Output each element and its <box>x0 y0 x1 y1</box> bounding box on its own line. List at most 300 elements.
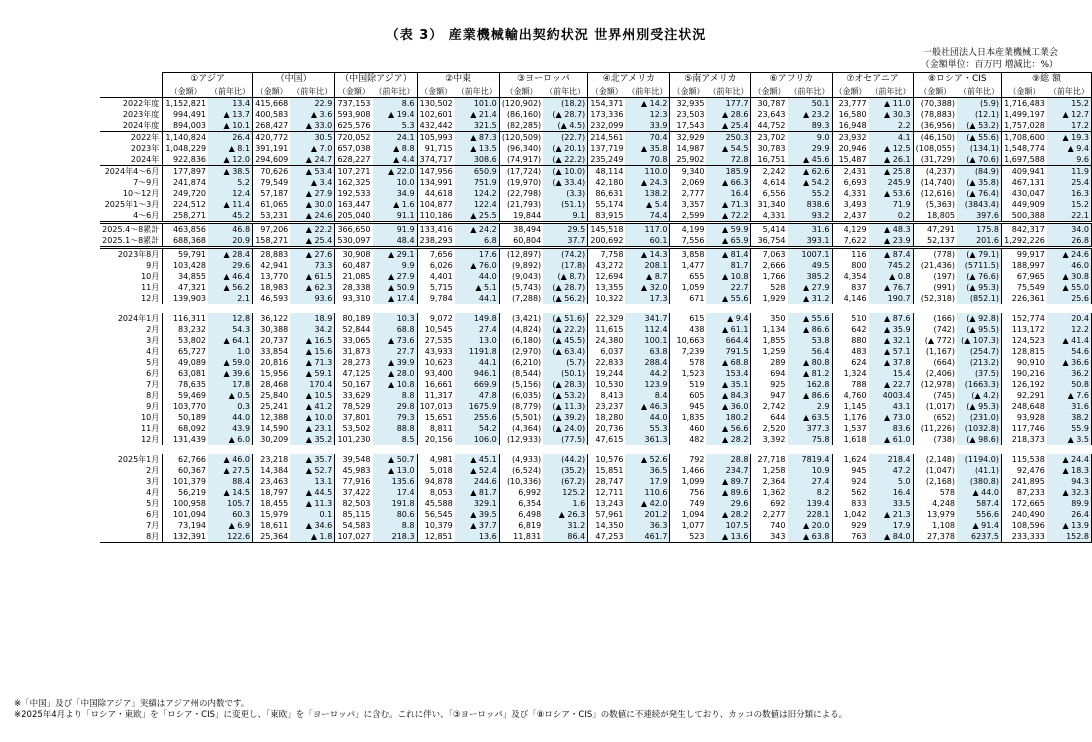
amount-cell: (6,524) <box>499 465 543 476</box>
ratio-cell: ▲ 28.2 <box>706 434 751 445</box>
amount-cell: 924 <box>832 476 869 487</box>
amount-cell: 23,503 <box>670 109 707 120</box>
row-label: 2024年度 <box>122 121 160 130</box>
ratio-cell: ▲ 30.0 <box>290 199 335 210</box>
region-header: ①アジア <box>163 73 253 87</box>
ratio-cell: 125.2 <box>543 487 588 498</box>
amount-cell: 12,388 <box>253 412 291 423</box>
amount-cell: 9,072 <box>417 313 455 324</box>
ratio-cell: (▲ 107.3) <box>957 335 1002 346</box>
amount-cell: 1,134 <box>751 324 788 335</box>
ratio-cell: 180.2 <box>706 412 751 423</box>
amount-cell: 13,770 <box>253 271 291 282</box>
amount-cell: 1,258 <box>751 465 788 476</box>
amount-cell: 139,903 <box>163 293 208 304</box>
amount-cell: (9,043) <box>499 271 543 282</box>
ratio-cell: ▲ 24.7 <box>290 154 335 166</box>
amount-cell: 115,538 <box>1002 454 1047 465</box>
ratio-cell: 54.2 <box>455 423 500 434</box>
ratio-cell: 17.8 <box>208 379 253 390</box>
ratio-cell: (▲ 28.7) <box>543 282 588 293</box>
amount-cell: 23,218 <box>253 454 291 465</box>
spacer-cell <box>100 445 1092 454</box>
ratio-cell: ▲ 13.5 <box>455 143 500 154</box>
ratio-cell: ▲ 24.2 <box>455 223 500 236</box>
ratio-subheader: （前年比） <box>625 86 670 98</box>
ratio-cell: 31.6 <box>1047 401 1092 412</box>
amount-cell: 117,746 <box>1002 423 1047 434</box>
ratio-cell: 587.4 <box>957 498 1002 509</box>
ratio-cell: ▲ 30.8 <box>1047 271 1092 282</box>
ratio-cell: ▲ 36.0 <box>706 401 751 412</box>
ratio-cell: 94.3 <box>1047 476 1092 487</box>
amount-cell: 692 <box>751 498 788 509</box>
amount-cell: 837 <box>832 282 869 293</box>
amount-cell: 409,941 <box>1002 166 1047 178</box>
amount-cell: 147,956 <box>417 166 455 178</box>
ratio-cell: 191.8 <box>373 498 418 509</box>
amount-cell: 8,811 <box>417 423 455 434</box>
amount-cell: 720,052 <box>335 132 373 144</box>
table-row <box>100 199 1092 210</box>
ratio-cell: 12.8 <box>208 313 253 324</box>
amount-cell: (46,150) <box>913 132 957 144</box>
ratio-cell: 377.3 <box>788 423 833 434</box>
ratio-cell: 24.1 <box>373 132 418 144</box>
ratio-cell: ▲ 5.1 <box>455 282 500 293</box>
ratio-cell: 8.8 <box>373 520 418 531</box>
amount-cell: 628,227 <box>335 154 373 166</box>
ratio-cell: ▲ 64.1 <box>208 335 253 346</box>
amount-cell: 28,338 <box>335 282 373 293</box>
amount-cell: 4,614 <box>751 177 788 188</box>
amount-cell: (14,740) <box>913 177 957 188</box>
amount-cell: 23,932 <box>832 132 869 144</box>
ratio-cell: 53.8 <box>788 335 833 346</box>
ratio-cell: 37.7 <box>543 235 588 248</box>
spacer-row <box>100 304 1092 313</box>
ratio-cell: 8.6 <box>373 98 418 110</box>
table-row <box>100 188 1092 199</box>
table-title: （表 3） 産業機械輸出契約状況 世界州別受注状況 <box>385 28 707 43</box>
ratio-cell: 11.9 <box>1047 166 1092 178</box>
amount-cell: 57,961 <box>588 509 626 520</box>
amount-cell: 14,590 <box>253 423 291 434</box>
amount-cell: 925 <box>751 379 788 390</box>
ratio-cell: 12.2 <box>1047 324 1092 335</box>
ratio-cell: 49.5 <box>788 260 833 271</box>
amount-cell: 12,694 <box>588 271 626 282</box>
ratio-cell: ▲ 39.6 <box>208 368 253 379</box>
amount-cell: 47,321 <box>163 282 208 293</box>
region-header: ③ヨーロッパ <box>499 73 587 87</box>
amount-cell: (11,226) <box>913 423 957 434</box>
ratio-cell: 6.8 <box>455 235 500 248</box>
amount-cell: 833 <box>832 498 869 509</box>
ratio-cell: ▲ 65.9 <box>706 235 751 248</box>
amount-cell: 52,844 <box>335 324 373 335</box>
ratio-cell: (▲ 53.2) <box>957 120 1002 132</box>
amount-cell: 45,588 <box>417 498 455 509</box>
amount-cell: 68,092 <box>163 423 208 434</box>
amount-cell: 113,172 <box>1002 324 1047 335</box>
amount-cell: 4,354 <box>832 271 869 282</box>
amount-cell: 7,656 <box>417 248 455 261</box>
ratio-cell: ▲ 3.5 <box>1047 434 1092 445</box>
amount-cell: 52,137 <box>913 235 957 248</box>
ratio-cell: ▲ 38.5 <box>208 166 253 178</box>
amount-cell: 14,350 <box>588 520 626 531</box>
amount-cell: 7,556 <box>670 235 707 248</box>
amount-cell: 23,643 <box>751 109 788 120</box>
amount-cell: 54,583 <box>335 520 373 531</box>
amount-cell: 23,463 <box>253 476 291 487</box>
ratio-cell: ▲ 8.1 <box>208 143 253 154</box>
amount-cell: 15,956 <box>253 368 291 379</box>
ratio-cell: 201.2 <box>625 509 670 520</box>
ratio-cell: ▲ 84.0 <box>869 531 914 543</box>
ratio-cell: ▲ 35.9 <box>869 324 914 335</box>
amount-cell: 14,987 <box>670 143 707 154</box>
ratio-cell: 47.2 <box>869 465 914 476</box>
amount-cell: 107,271 <box>335 166 373 178</box>
amount-cell: 5,715 <box>417 282 455 293</box>
ratio-cell: ▲ 7.0 <box>290 143 335 154</box>
ratio-cell: ▲ 59.1 <box>290 368 335 379</box>
table-row <box>100 476 1092 487</box>
amount-cell: 11,615 <box>588 324 626 335</box>
amount-cell: 350 <box>751 313 788 324</box>
ratio-cell: (▲ 11.3) <box>543 401 588 412</box>
ratio-cell: ▲ 20.0 <box>788 520 833 531</box>
ratio-cell: ▲ 35.8 <box>625 143 670 154</box>
amount-cell: 22,329 <box>588 313 626 324</box>
amount-cell: 92,476 <box>1002 465 1047 476</box>
amount-cell: 134,991 <box>417 177 455 188</box>
amount-cell: 1,059 <box>670 282 707 293</box>
amount-cell: 55,174 <box>588 199 626 210</box>
amount-cell: 562 <box>832 487 869 498</box>
amount-cell: (74,917) <box>499 154 543 166</box>
amount-cell: 4,331 <box>832 188 869 199</box>
ratio-cell: 50.1 <box>788 98 833 110</box>
amount-cell: 102,601 <box>417 109 455 120</box>
ratio-cell: 36.2 <box>1047 368 1092 379</box>
amount-cell: 25,364 <box>253 531 291 543</box>
amount-cell: 671 <box>670 293 707 304</box>
unit-note: （金額単位：百万円 増減比：%） <box>920 60 1058 70</box>
amount-cell: 158,271 <box>253 235 291 248</box>
ratio-cell: 74.4 <box>625 210 670 223</box>
amount-cell: 46,593 <box>253 293 291 304</box>
ratio-cell: ▲ 62.3 <box>290 282 335 293</box>
ratio-cell: ▲ 73.6 <box>373 335 418 346</box>
ratio-cell: 10.0 <box>373 177 418 188</box>
amount-cell: 27,378 <box>913 531 957 543</box>
ratio-cell: 46.8 <box>208 223 253 236</box>
ratio-cell: ▲ 91.4 <box>957 520 1002 531</box>
ratio-cell: (3.3) <box>543 188 588 199</box>
amount-cell: 1,145 <box>832 401 869 412</box>
amount-cell: 218,373 <box>1002 434 1047 445</box>
ratio-cell: ▲ 33.0 <box>290 120 335 132</box>
ratio-cell: ▲ 13.7 <box>208 109 253 120</box>
ratio-cell: 9.0 <box>788 132 833 144</box>
amount-cell: 23,702 <box>751 132 788 144</box>
amount-cell: 30,209 <box>253 434 291 445</box>
amount-cell: 1,624 <box>832 454 869 465</box>
amount-cell: 800 <box>832 260 869 271</box>
amount-cell: 1,697,588 <box>1002 154 1047 166</box>
ratio-cell: ▲ 80.8 <box>788 357 833 368</box>
amount-cell: 33,065 <box>335 335 373 346</box>
ratio-cell: ▲ 39.5 <box>455 509 500 520</box>
ratio-cell: ▲ 55.6 <box>706 293 751 304</box>
ratio-cell: 245.9 <box>869 177 914 188</box>
row-label: 2022年 <box>100 132 163 144</box>
row-label: 2023年8月 <box>100 248 163 261</box>
ratio-cell: 8.5 <box>373 434 418 445</box>
table-row <box>100 223 1092 236</box>
ratio-cell: ▲ 24.6 <box>1047 248 1092 261</box>
amount-cell: (12,616) <box>913 188 957 199</box>
amount-cell: 28,273 <box>335 357 373 368</box>
row-label: 10月 <box>141 413 160 422</box>
amount-cell: 241,895 <box>1002 476 1047 487</box>
amount-cell: 59,469 <box>163 390 208 401</box>
amount-cell: (5,501) <box>499 412 543 423</box>
ratio-cell: (▲ 28.7) <box>543 109 588 120</box>
ratio-cell: 0.2 <box>869 210 914 223</box>
ratio-cell: 244.6 <box>455 476 500 487</box>
amount-cell: 132,391 <box>163 531 208 543</box>
ratio-cell: (44.2) <box>543 454 588 465</box>
ratio-cell: (134.1) <box>957 143 1002 154</box>
table-row <box>100 132 1092 144</box>
amount-cell: 77,916 <box>335 476 373 487</box>
ratio-cell: ▲ 62.6 <box>788 166 833 178</box>
amount-cell: 400,583 <box>253 109 291 120</box>
amount-cell: (21,793) <box>499 199 543 210</box>
amount-cell: 2,777 <box>670 188 707 199</box>
ratio-cell: ▲ 11.3 <box>290 498 335 509</box>
ratio-cell: ▲ 19.3 <box>1047 132 1092 144</box>
amount-cell: 922,836 <box>163 154 208 166</box>
region-header: （中国） <box>253 73 335 87</box>
amount-cell: 792 <box>670 454 707 465</box>
amount-cell: 3,858 <box>670 248 707 261</box>
amount-cell: 2,277 <box>751 509 788 520</box>
table-row <box>100 120 1092 132</box>
amount-cell: 20,816 <box>253 357 291 368</box>
amount-cell: 6,819 <box>499 520 543 531</box>
ratio-cell: 89.3 <box>788 120 833 132</box>
ratio-cell: 385.2 <box>788 271 833 282</box>
row-label: 2023年度 <box>122 110 160 119</box>
ratio-cell: (▲ 20.1) <box>543 143 588 154</box>
amount-cell: 172,665 <box>1002 498 1047 509</box>
ratio-cell: ▲ 61.5 <box>290 271 335 282</box>
ratio-cell: ▲ 10.1 <box>208 120 253 132</box>
ratio-cell: ▲ 44.0 <box>957 487 1002 498</box>
ratio-cell: 22.7 <box>706 282 751 293</box>
ratio-subheader: （前年比） <box>455 86 500 98</box>
ratio-cell: 2.2 <box>869 120 914 132</box>
amount-cell: 19,244 <box>588 368 626 379</box>
amount-cell: 232,099 <box>588 120 626 132</box>
ratio-cell: 25.4 <box>1047 177 1092 188</box>
amount-cell: (82,285) <box>499 120 543 132</box>
amount-cell: 67,965 <box>1002 271 1047 282</box>
ratio-cell: (5.9) <box>957 98 1002 110</box>
ratio-cell: ▲ 22.2 <box>290 223 335 236</box>
amount-cell: (6,210) <box>499 357 543 368</box>
amount-cell: 192,533 <box>335 188 373 199</box>
ratio-subheader: （前年比） <box>788 86 833 98</box>
amount-cell: 130,502 <box>417 98 455 110</box>
ratio-cell: 946.1 <box>455 368 500 379</box>
amount-cell: 510 <box>832 313 869 324</box>
ratio-cell: 5.3 <box>373 120 418 132</box>
ratio-cell: 31.2 <box>543 520 588 531</box>
row-label: 2月 <box>146 325 160 334</box>
ratio-subheader: （前年比） <box>290 86 335 98</box>
amount-cell: 7,758 <box>588 248 626 261</box>
amount-cell: 22,833 <box>588 357 626 368</box>
ratio-cell: 149.8 <box>455 313 500 324</box>
amount-cell: 75,549 <box>1002 282 1047 293</box>
ratio-cell: ▲ 81.2 <box>788 368 833 379</box>
ratio-cell: 83.6 <box>869 423 914 434</box>
amount-subheader: （金額） <box>1002 86 1047 98</box>
ratio-cell: (77.5) <box>543 434 588 445</box>
amount-cell: 107,027 <box>335 531 373 543</box>
amount-cell: 36,122 <box>253 313 291 324</box>
amount-cell: 268,427 <box>253 120 291 132</box>
amount-cell: 56,219 <box>163 487 208 498</box>
ratio-cell: 86.4 <box>543 531 588 543</box>
ratio-cell: 29.6 <box>706 498 751 509</box>
amount-cell: 756 <box>670 487 707 498</box>
ratio-cell: 4003.4 <box>869 390 914 401</box>
row-label: 12月 <box>141 435 160 444</box>
amount-cell: 214,561 <box>588 132 626 144</box>
ratio-cell: 5.0 <box>869 476 914 487</box>
ratio-cell: 15.2 <box>1047 98 1092 110</box>
ratio-cell: ▲ 12.0 <box>208 154 253 166</box>
ratio-cell: 34.9 <box>373 188 418 199</box>
ratio-cell: 8.8 <box>373 390 418 401</box>
ratio-cell: 4.1 <box>869 132 914 144</box>
amount-cell: 593,908 <box>335 109 373 120</box>
ratio-cell: 664.4 <box>706 335 751 346</box>
ratio-cell: 54.3 <box>208 324 253 335</box>
amount-cell: (7,288) <box>499 293 543 304</box>
ratio-cell: 18.9 <box>290 313 335 324</box>
amount-cell: 21,085 <box>335 271 373 282</box>
ratio-cell: (▲ 53.2) <box>543 390 588 401</box>
ratio-cell: ▲ 53.4 <box>290 166 335 178</box>
amount-cell: 137,719 <box>588 143 626 154</box>
row-label: 9月 <box>146 261 160 270</box>
row-label: 7月 <box>146 380 160 389</box>
ratio-subheader: （前年比） <box>543 86 588 98</box>
amount-cell: (4,824) <box>499 324 543 335</box>
ratio-cell: 79.3 <box>373 412 418 423</box>
ratio-cell: 44.0 <box>625 412 670 423</box>
ratio-cell: ▲ 61.0 <box>869 434 914 445</box>
amount-cell: 14,384 <box>253 465 291 476</box>
amount-cell: 13,243 <box>588 498 626 509</box>
amount-cell: 15,979 <box>253 509 291 520</box>
ratio-cell: 2.9 <box>788 401 833 412</box>
ratio-cell: 26.4 <box>208 132 253 144</box>
ratio-cell: ▲ 55.6 <box>788 313 833 324</box>
amount-cell: 39,548 <box>335 454 373 465</box>
ratio-cell: ▲ 24.4 <box>1047 454 1092 465</box>
row-label: 2025年1～3月 <box>104 200 160 209</box>
ratio-cell: ▲ 50.9 <box>373 282 418 293</box>
ratio-cell: ▲ 36.6 <box>1047 357 1092 368</box>
amount-cell: 224,512 <box>163 199 208 210</box>
ratio-cell: 22.9 <box>290 98 335 110</box>
ratio-cell: 201.6 <box>957 235 1002 248</box>
ratio-cell: 234.7 <box>706 465 751 476</box>
amount-cell: 43,272 <box>588 260 626 271</box>
amount-cell: 2,242 <box>751 166 788 178</box>
amount-cell: 1,108 <box>913 520 957 531</box>
amount-cell: 93,400 <box>417 368 455 379</box>
amount-cell: 1,766 <box>751 271 788 282</box>
amount-cell: 4,129 <box>832 223 869 236</box>
ratio-cell: (213.2) <box>957 357 1002 368</box>
amount-cell: 83,232 <box>163 324 208 335</box>
ratio-cell: (▲ 10.0) <box>543 166 588 178</box>
ratio-cell: 7819.4 <box>788 454 833 465</box>
amount-cell: 4,199 <box>670 223 707 236</box>
amount-cell: 93,928 <box>1002 412 1047 423</box>
region-header: ⑨総 額 <box>1002 73 1092 87</box>
ratio-cell: 91.9 <box>373 223 418 236</box>
amount-cell: 60,804 <box>499 235 543 248</box>
ratio-cell: ▲ 11.0 <box>869 98 914 110</box>
row-label: 11月 <box>141 424 160 433</box>
ratio-cell: ▲ 10.5 <box>290 390 335 401</box>
amount-cell: (5,156) <box>499 379 543 390</box>
amount-subheader: （金額） <box>751 86 788 98</box>
amount-cell: 205,040 <box>335 210 373 223</box>
ratio-cell: ▲ 50.7 <box>373 454 418 465</box>
ratio-cell: ▲ 27.9 <box>788 282 833 293</box>
ratio-cell: 838.6 <box>788 199 833 210</box>
amount-cell: 16,661 <box>417 379 455 390</box>
ratio-cell: ▲ 66.3 <box>706 177 751 188</box>
ratio-cell: ▲ 71.3 <box>290 357 335 368</box>
amount-cell: 500,388 <box>1002 210 1047 223</box>
amount-cell: 763 <box>832 531 869 543</box>
amount-cell: (4,364) <box>499 423 543 434</box>
ratio-cell: ▲ 37.7 <box>455 520 500 531</box>
ratio-cell: ▲ 32.0 <box>625 282 670 293</box>
ratio-cell: 29.8 <box>373 401 418 412</box>
table-row <box>100 177 1092 188</box>
amount-cell: 154,371 <box>588 98 626 110</box>
amount-cell: (652) <box>913 412 957 423</box>
ratio-cell: 162.8 <box>788 379 833 390</box>
ratio-cell: 13.0 <box>455 335 500 346</box>
table-row <box>100 520 1092 531</box>
ratio-subheader: （前年比） <box>1047 86 1092 98</box>
